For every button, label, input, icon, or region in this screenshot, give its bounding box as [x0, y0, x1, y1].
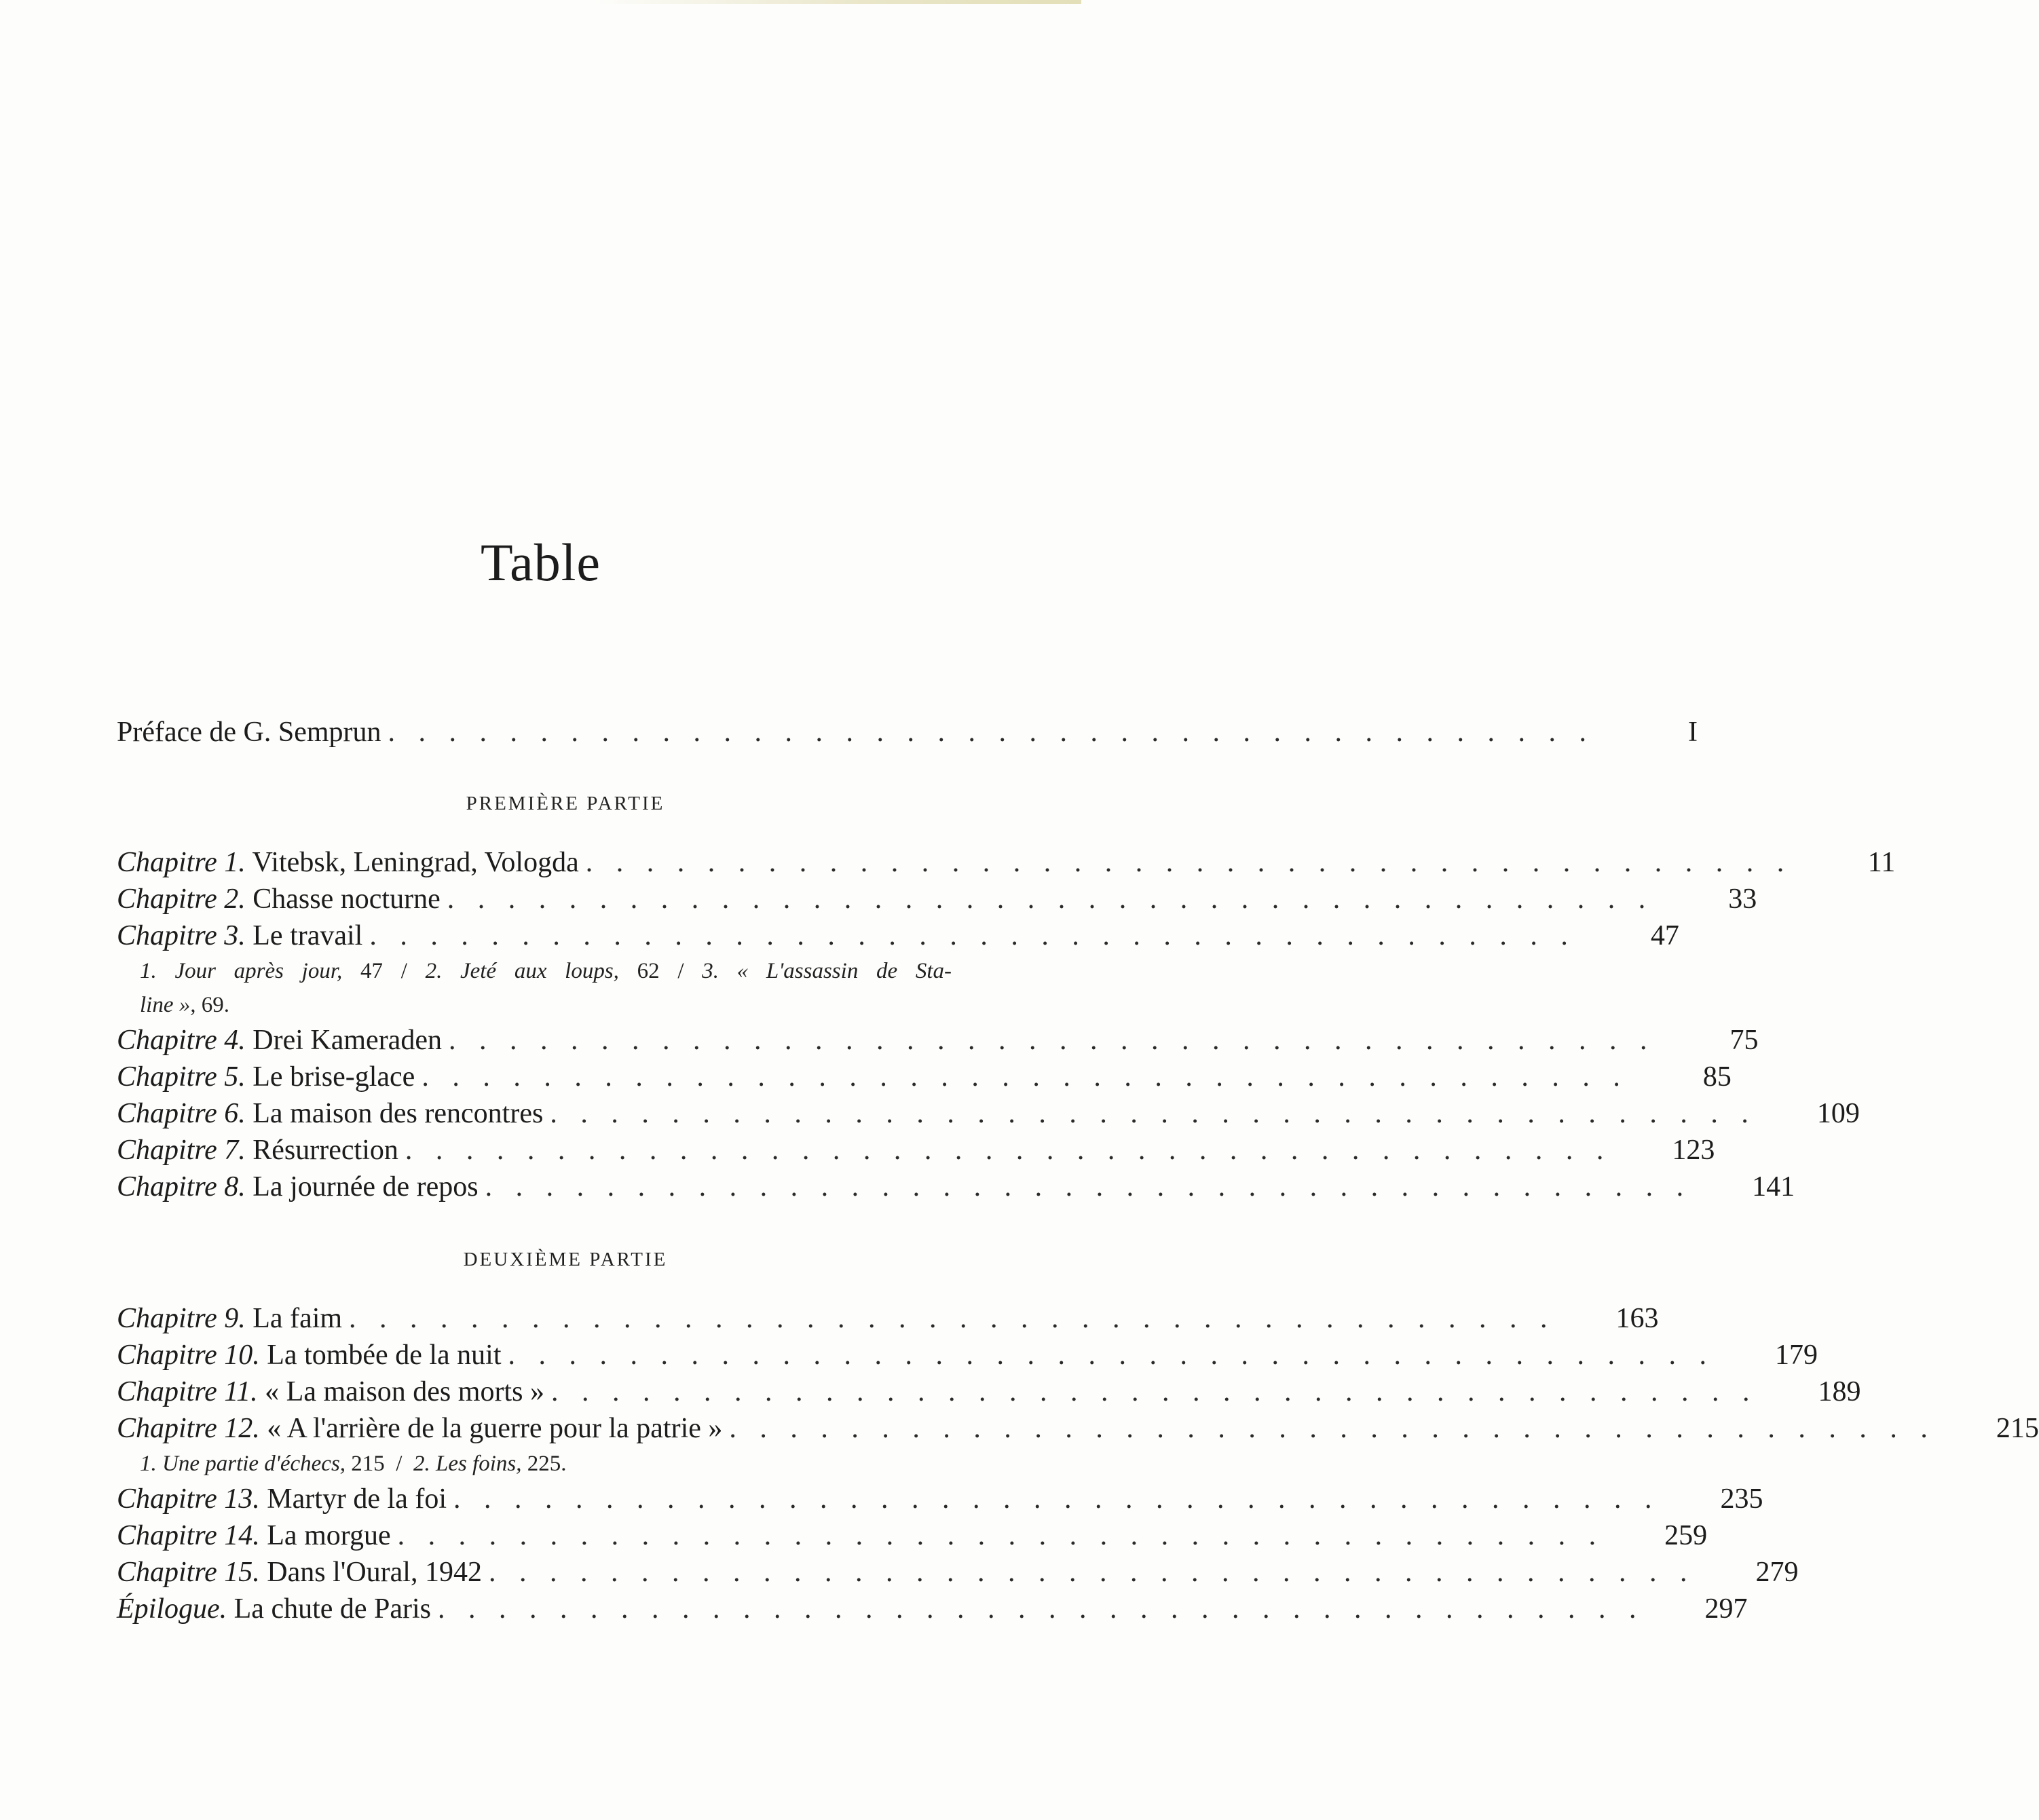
leader-dots: . . . . . . . . . . . . . . . . . . . . . . . . . . . . . . . . . . . . . . . . — [448, 1025, 1655, 1056]
chapter-number: Chapitre 14. — [117, 1520, 260, 1551]
part-heading: DEUXIÈME PARTIE — [463, 1249, 668, 1270]
chapter-title: Martyr de la foi — [267, 1483, 447, 1515]
chapter-number: Chapitre 8. — [117, 1171, 246, 1202]
chapter-title: Le brise-glace — [252, 1061, 415, 1093]
chapter-number: Chapitre 4. — [117, 1025, 246, 1056]
page-number: 33 — [1728, 884, 1757, 915]
page-number: 85 — [1702, 1061, 1732, 1093]
chapter-title: Vitebsk, Leningrad, Vologda — [252, 847, 579, 878]
chapter-title: Dans l'Oural, 1942 — [267, 1557, 482, 1588]
leader-dots: . . . . . . . . . . . . . . . . . . . . . . . . . . . . . . . . . . . . . . . . — [349, 1303, 1556, 1334]
page-number: 235 — [1720, 1483, 1763, 1515]
chapter-number: Chapitre 2. — [117, 884, 246, 915]
leader-dots: . . . . . . . . . . . . . . . . . . . . . . . . . . . . . . . . . . . . . . . . — [485, 1171, 1692, 1202]
toc-entry — [117, 917, 1679, 954]
part-heading: PREMIÈRE PARTIE — [466, 793, 665, 814]
subsection-line: 1. Jour après jour, 47 / 2. Jeté aux loups, 62 / 3. « L'assassin de Sta- — [140, 959, 952, 983]
chapter-number: Chapitre 5. — [117, 1061, 246, 1093]
subsection-title: line », — [140, 993, 196, 1017]
page-number: 141 — [1752, 1171, 1795, 1202]
subsection-title: 1. Jour après jour, — [140, 959, 343, 983]
chapter-title: « La maison des morts » — [265, 1376, 544, 1407]
subsection-page: 215 — [351, 1452, 385, 1476]
chapter-number: Chapitre 15. — [117, 1557, 260, 1588]
leader-dots: . . . . . . . . . . . . . . . . . . . . . . . . . . . . . . . . . . . . . . . . — [729, 1413, 1936, 1444]
chapter-title: « A l'arrière de la guerre pour la patrie » — [267, 1413, 723, 1444]
page-number: 215 — [1996, 1413, 2039, 1444]
toc-entry-preface — [117, 714, 1698, 751]
chapter-number: Chapitre 9. — [117, 1303, 246, 1334]
chapter-number: Chapitre 6. — [117, 1098, 246, 1129]
leader-dots: . . . . . . . . . . . . . . . . . . . . . . . . . . . . . . . . . . . . . . . . — [405, 1135, 1612, 1166]
leader-dots: . . . . . . . . . . . . . . . . . . . . . . . . . . . . . . . . . . . . . . . . — [488, 1557, 1696, 1588]
chapter-number: Chapitre 7. — [117, 1135, 246, 1166]
toc-entry — [117, 1300, 1659, 1337]
toc-entry — [117, 1059, 1732, 1095]
chapter-subsections — [117, 1447, 952, 1481]
leader-dots: . . . . . . . . . . . . . . . . . . . . . . . . . . . . . . . . . . . . . . . . — [585, 847, 1793, 878]
chapter-title: La morgue — [267, 1520, 391, 1551]
toc-entry-epilogue — [117, 1591, 1748, 1627]
page-number: 11 — [1867, 847, 1896, 878]
leader-dots: . . . . . . . . . . . . . . . . . . . . . . . . . . . . . . . . . . . . . . . . — [438, 1593, 1645, 1625]
subsection-title: 2. Les foins, — [413, 1452, 522, 1476]
subsection-title: 1. Une partie d'échecs, — [140, 1452, 346, 1476]
subsection-title: 2. Jeté aux loups, — [425, 959, 619, 983]
page-edge — [0, 0, 1081, 4]
toc-entry — [117, 1022, 1759, 1059]
chapter-number: Chapitre 10. — [117, 1340, 260, 1371]
page-number: 259 — [1664, 1520, 1708, 1551]
page-number: I — [1688, 717, 1698, 748]
page-number: 163 — [1615, 1303, 1659, 1334]
page-number: 109 — [1816, 1098, 1860, 1129]
subsection-page: 62 — [637, 959, 660, 983]
chapter-number: Chapitre 1. — [117, 847, 246, 878]
leader-dots: . . . . . . . . . . . . . . . . . . . . . . . . . . . . . . . . . . . . . . . . — [550, 1376, 1758, 1407]
toc-entry — [117, 1410, 2039, 1447]
leader-dots: . . . . . . . . . . . . . . . . . . . . . . . . . . . . . . . . . . . . . . . . — [369, 920, 1576, 951]
page-title: Table — [480, 533, 601, 592]
toc-entry — [117, 844, 1896, 881]
leader-dots: . . . . . . . . . . . . . . . . . . . . . . . . . . . . . . . . . . . . . . . . — [453, 1483, 1660, 1515]
page-number: 47 — [1650, 920, 1679, 951]
chapter-title: La journée de repos — [252, 1171, 479, 1202]
leader-dots: . . . . . . . . . . . . . . . . . . . . . . . . . . . . . . . . . . . . . . . . — [550, 1098, 1757, 1129]
leader-dots: . . . . . . . . . . . . . . . . . . . . . . . . . . . . . . . . . . . . . . . . — [397, 1520, 1605, 1551]
page-number: 297 — [1704, 1593, 1748, 1625]
toc-entry — [117, 1554, 1799, 1591]
leader-dots: . . . . . . . . . . . . . . . . . . . . . . . . . . . . . . . . . . . . . . . . — [508, 1340, 1715, 1371]
chapter-title: Drei Kameraden — [252, 1025, 442, 1056]
page-number: 123 — [1672, 1135, 1715, 1166]
subsection-page: 225. — [527, 1452, 567, 1476]
toc-entry — [117, 1373, 1861, 1410]
leader-dots: . . . . . . . . . . . . . . . . . . . . . . . . . . . . . . . . . . . . . . . . — [422, 1061, 1628, 1093]
chapter-subsections — [117, 954, 952, 1022]
subsection-line — [140, 988, 952, 1022]
chapter-title: La maison des rencontres — [252, 1098, 544, 1129]
chapter-title: La faim — [252, 1303, 343, 1334]
chapter-title: La chute de Paris — [233, 1593, 432, 1625]
subsection-page: 69. — [201, 993, 229, 1017]
table-of-contents — [117, 714, 2039, 1627]
subsection-page: 47 — [360, 959, 383, 983]
toc-entry — [117, 1169, 1795, 1205]
chapter-number: Épilogue. — [117, 1593, 227, 1625]
chapter-number: Chapitre 11. — [117, 1376, 258, 1407]
entry-title: Préface de G. Semprun — [117, 717, 381, 748]
subsection-line: 1. Une partie d'échecs, 215 / 2. Les foins, 225. — [140, 1452, 567, 1476]
chapter-title: La tombée de la nuit — [267, 1340, 502, 1371]
chapter-number: Chapitre 3. — [117, 920, 246, 951]
toc-entry — [117, 1481, 1763, 1517]
chapter-number: Chapitre 13. — [117, 1483, 260, 1515]
leader-dots: . . . . . . . . . . . . . . . . . . . . . . . . . . . . . . . . . . . . . . . . — [388, 717, 1595, 748]
page-number: 75 — [1729, 1025, 1759, 1056]
chapter-title: Le travail — [252, 920, 363, 951]
chapter-number: Chapitre 12. — [117, 1413, 260, 1444]
subsection-title: 3. « L'assassin de Sta- — [702, 959, 952, 983]
toc-entry — [117, 1132, 1715, 1169]
page-number: 279 — [1755, 1557, 1799, 1588]
leader-dots: . . . . . . . . . . . . . . . . . . . . . . . . . . . . . . . . . . . . . . . . — [447, 884, 1654, 915]
chapter-title: Chasse nocturne — [252, 884, 441, 915]
page-number: 189 — [1818, 1376, 1861, 1407]
page-number: 179 — [1775, 1340, 1818, 1371]
toc-entry — [117, 1095, 1860, 1132]
toc-entry — [117, 1517, 1708, 1554]
chapter-title: Résurrection — [252, 1135, 398, 1166]
toc-entry — [117, 1337, 1818, 1373]
toc-entry — [117, 881, 1757, 917]
